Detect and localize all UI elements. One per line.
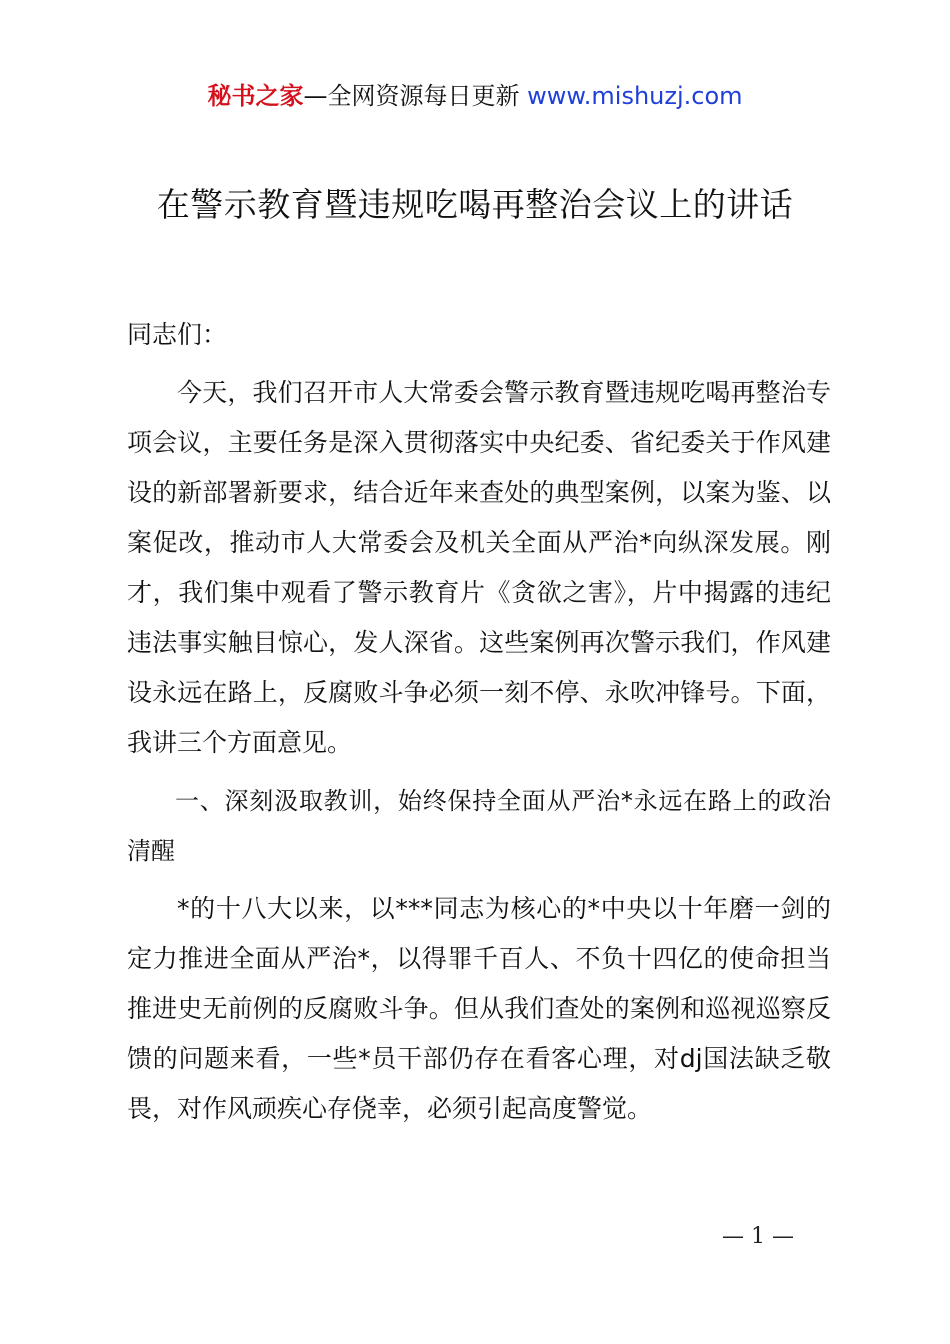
site-header: [0, 80, 950, 112]
paragraph: 今天，我们召开市人大常委会警示教育暨违规吃喝再整治专项会议，主要任务是深入贯彻落实中央纪委、省纪委关于作风建设的新部署新要求，结合近年来查处的典型案例，以案为鉴、以案促改，推动市人大常委会及机关全面从严治*向纵深发展。刚才，我们集中观看了警示教育片《贪欲之害》，片中揭露的违纪违法事实触目惊心，发人深省。这些案例再次警示我们，作风建设永远在路上，反腐败斗争必须一刻不停、永吹冲锋号。下面，我讲三个方面意见。: [127, 378, 831, 757]
paragraph: *的十八大以来，以***同志为核心的*中央以十年磨一剑的定力推进全面从严治*，以得罪千百人、不负十四亿的使命担当推进史无前例的反腐败斗争。但从我们查处的案例和巡视巡察反馈的问题来看，一些*员干部仍存在看客心理，对dj国法缺乏敬畏，对作风顽疾心存侥幸，必须引起高度警觉。: [127, 894, 831, 1123]
header-tagline: —全网资源每日更新: [303, 82, 528, 110]
section-heading: 一、深刻汲取教训，始终保持全面从严治*永远在路上的政治清醒: [127, 787, 831, 865]
brand-name: 秘书之家: [207, 82, 304, 110]
salutation: 同志们：: [127, 320, 228, 349]
site-url-link[interactable]: www.mishuzj.com: [527, 82, 743, 110]
document-title: 在警示教育暨违规吃喝再整治会议上的讲话: [156, 185, 794, 224]
document-body: [127, 310, 831, 1142]
page-number: — 1 —: [722, 1224, 794, 1249]
